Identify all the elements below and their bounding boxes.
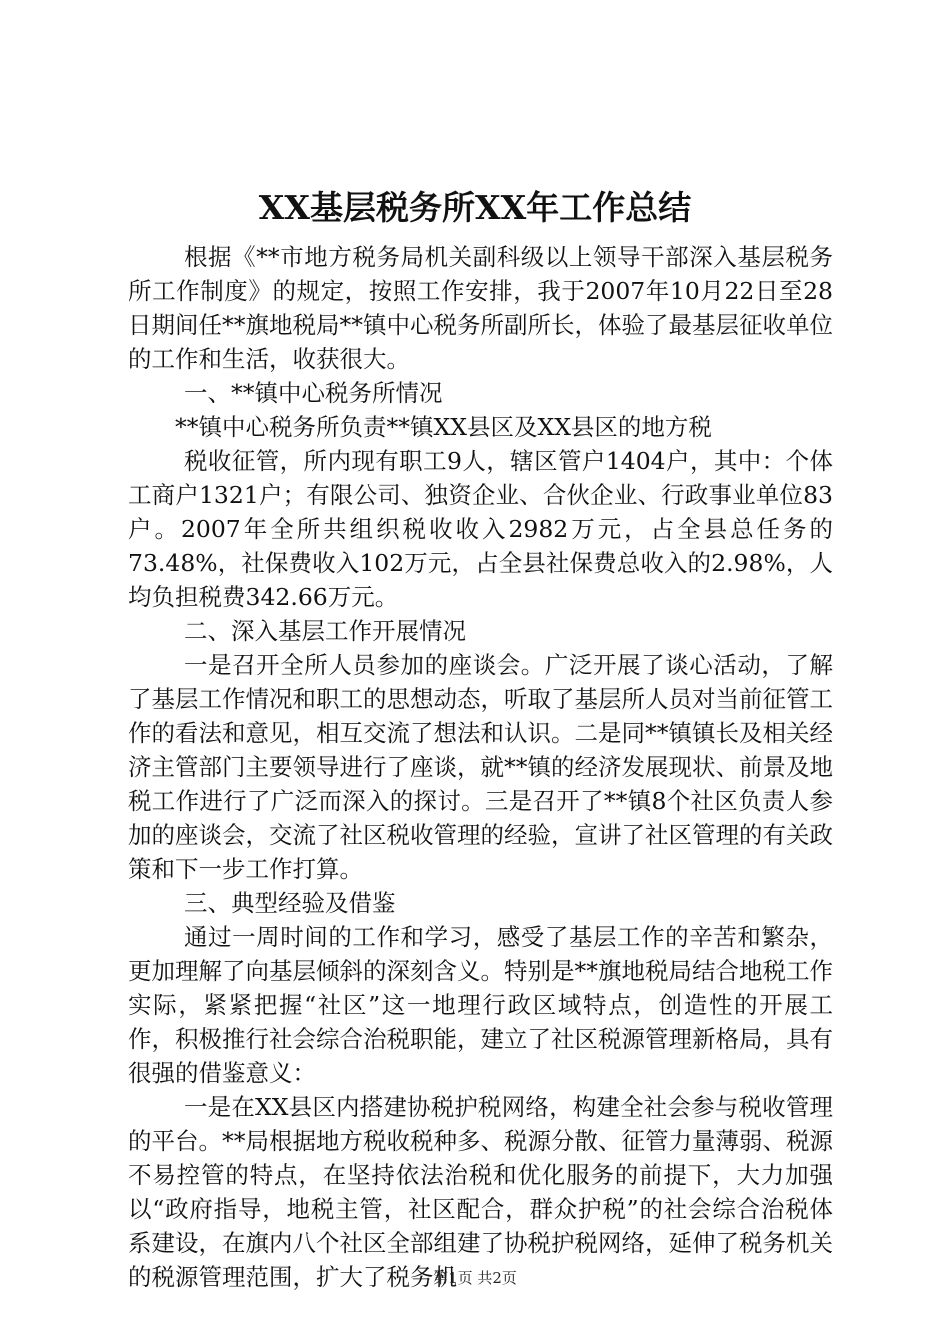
document-body [128,240,833,1294]
document-title: XX基层税务所XX年工作总结 [258,188,692,227]
paragraph-intro: 根据《**市地方税务局机关副科级以上领导干部深入基层税务所工作制度》的规定，按照工作安排，我于2007年10月22日至28日期间任**旗地税局**镇中心税务所副所长，体验了最基层征收单位的工作和生活，收获很大。 [128,243,833,373]
section-heading-2: 二、深入基层工作开展情况 [184,617,466,645]
page-footer: 第1页 共2页 [433,1269,517,1287]
paragraph-station-stats: 税收征管，所内现有职工9人，辖区管户1404户，其中：个体工商户1321户；有限公司、独资企业、合伙企业、行政事业单位83户。2007年全所共组织税收收入2982万元，占全县总任务的73.48%，社保费收入102万元，占全县社保费总收入的2.98%，人均负担税费342.66万元。 [128,447,833,611]
paragraph-experience: 通过一周时间的工作和学习，感受了基层工作的辛苦和繁杂，更加理解了向基层倾斜的深刻含义。特别是**旗地税局结合地税工作实际，紧紧把握“社区”这一地理行政区域特点，创造性的开展工作，积极推行社会综合治税职能，建立了社区税源管理新格局，具有很强的借鉴意义： [128,923,833,1087]
paragraph-work-activities: 一是召开全所人员参加的座谈会。广泛开展了谈心活动，了解了基层工作情况和职工的思想动态，听取了基层所人员对当前征管工作的看法和意见，相互交流了想法和认识。二是同**镇镇长及相关经济主管部门主要领导进行了座谈，就**镇的经济发展现状、前景及地税工作进行了广泛而深入的探讨。三是召开了**镇8个社区负责人参加的座谈会，交流了社区税收管理的经验，宣讲了社区管理的有关政策和下一步工作打算。 [128,651,833,883]
section-heading-3: 三、典型经验及借鉴 [184,889,396,917]
paragraph-network: 一是在XX县区内搭建协税护税网络，构建全社会参与税收管理的平台。**局根据地方税收税种多、税源分散、征管力量薄弱、税源不易控管的特点，在坚持依法治税和优化服务的前提下，大力加强以“政府指导，地税主管，社区配合，群众护税”的社会综合治税体系建设，在旗内八个社区全部组建了协税护税网络，延伸了税务机关的税源管理范围，扩大了税务机 [128,1093,833,1291]
paragraph-station-scope: **镇中心税务所负责**镇XX县区及XX县区的地方税 [175,413,712,441]
section-heading-1: 一、**镇中心税务所情况 [184,379,443,407]
